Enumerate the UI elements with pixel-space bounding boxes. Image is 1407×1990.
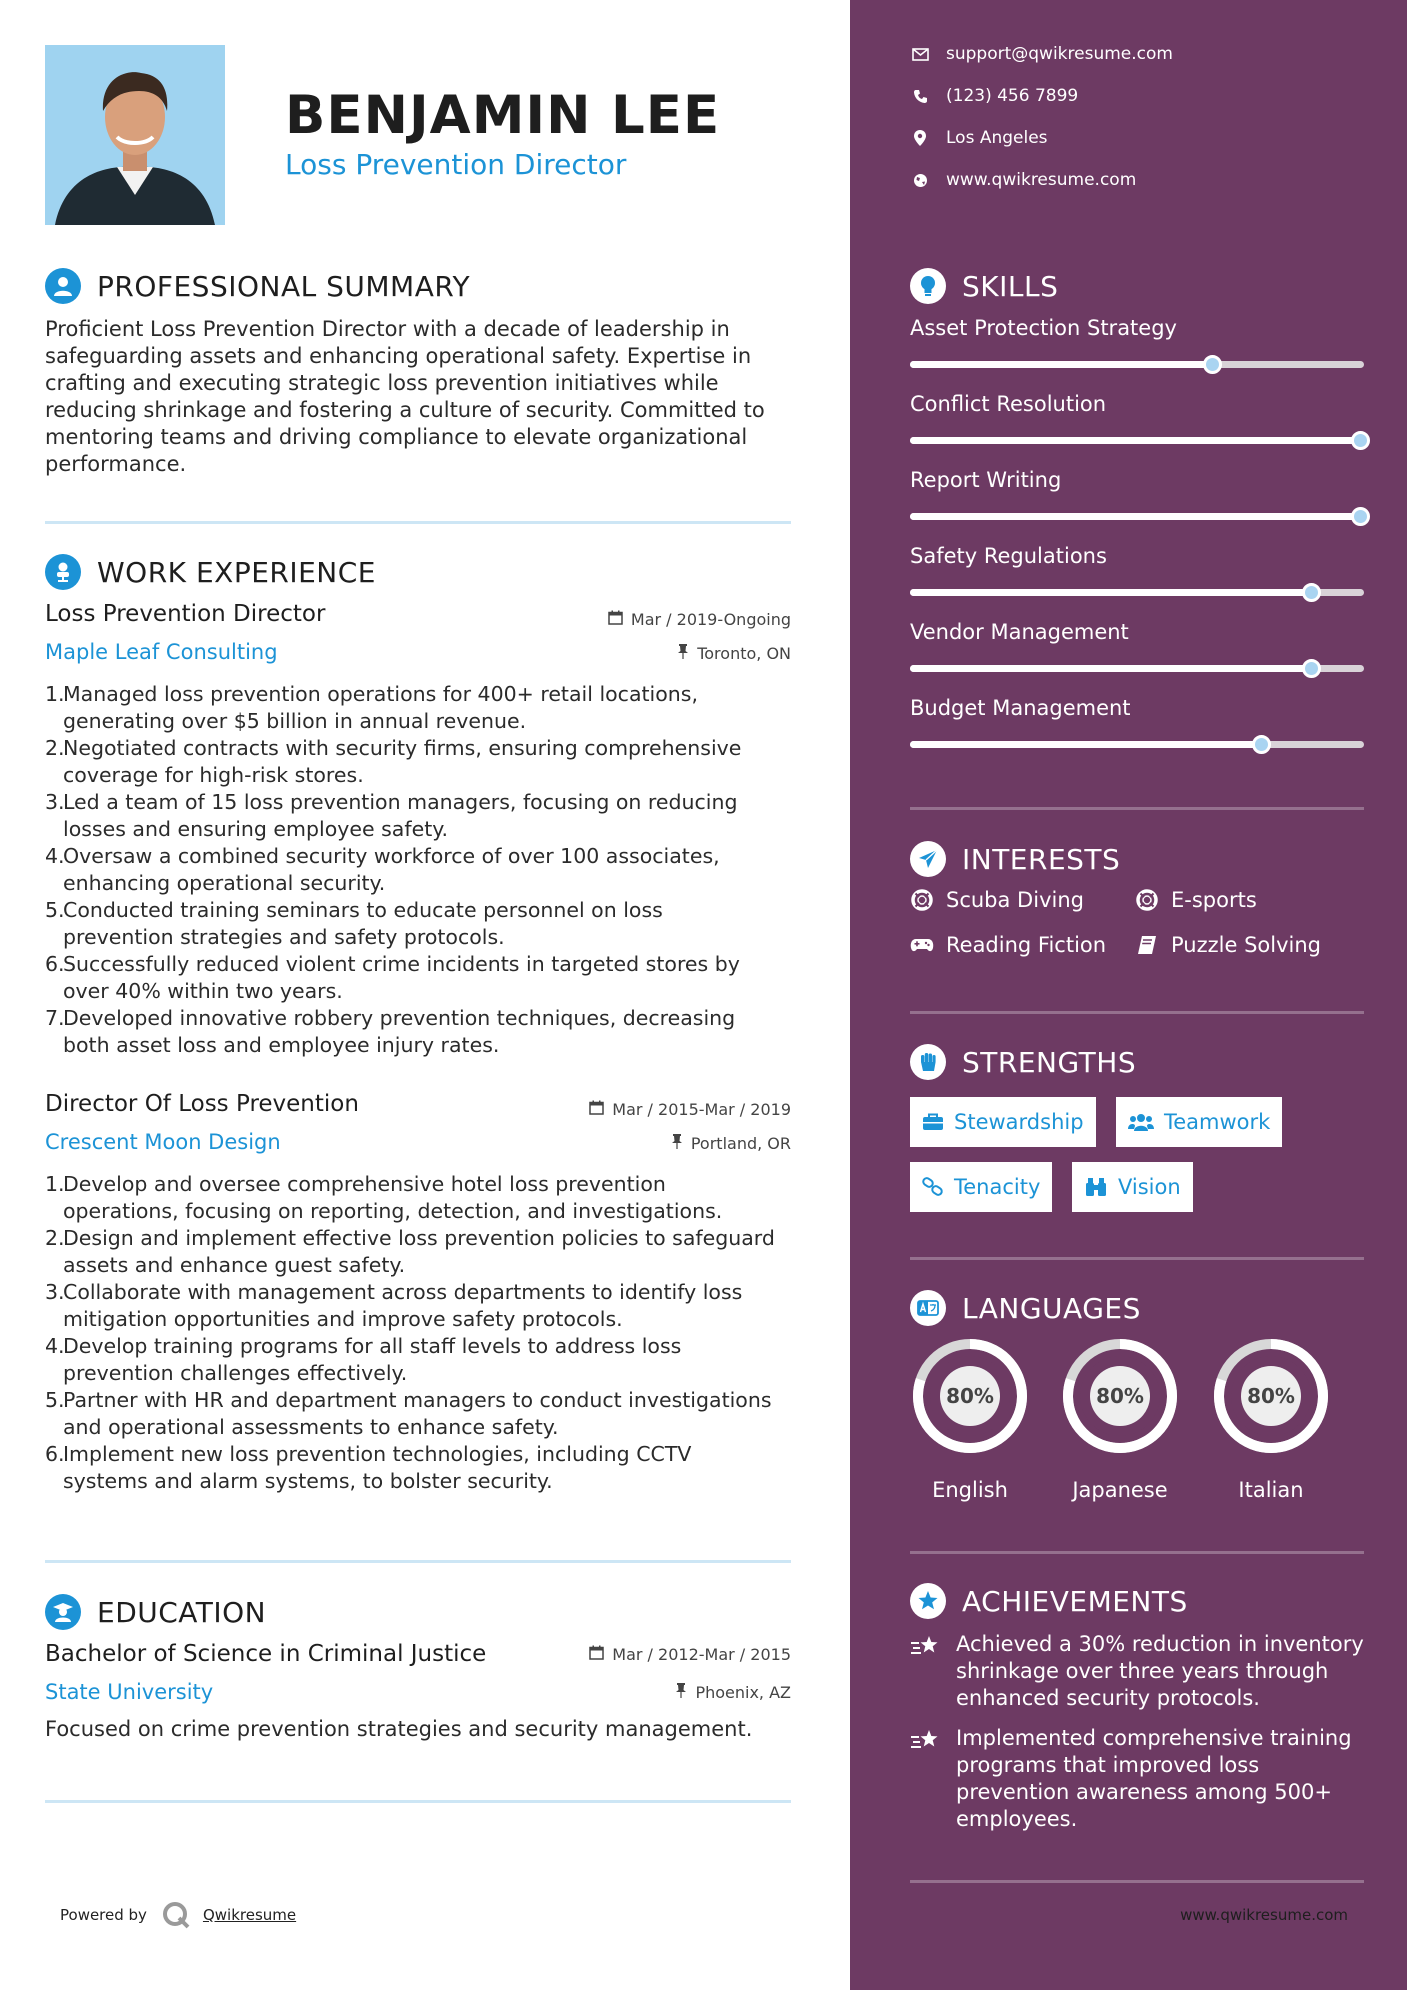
divider (45, 1560, 791, 1563)
interest-item (910, 888, 1084, 912)
item-number: 2. (45, 736, 65, 760)
achievement-item (910, 1631, 1370, 1712)
skill-bar-fill (910, 589, 1314, 596)
achievement-text: enhanced security protocols. (956, 1686, 1260, 1710)
users-icon (1128, 1113, 1154, 1131)
summary-line: crafting and executing strategic loss prevention initiatives while (45, 371, 719, 395)
list-item (45, 951, 795, 1005)
language-percent: 80% (1096, 1384, 1144, 1408)
item-number: 2. (45, 1226, 65, 1250)
skill-bar-fill (910, 741, 1264, 748)
item-text: both asset loss and employee injury rates. (63, 1033, 500, 1057)
skill-name: Budget Management (910, 696, 1131, 720)
interest-label: Puzzle Solving (1171, 933, 1321, 957)
contact-phone (910, 86, 1078, 106)
job-location (677, 644, 791, 663)
divider (910, 1880, 1364, 1883)
skill-bar-fill (910, 361, 1214, 368)
shooting-star-icon (910, 1633, 942, 1712)
skill-name: Conflict Resolution (910, 392, 1107, 416)
achievement-text: Achieved a 30% reduction in inventory (956, 1632, 1364, 1656)
skill-bar (910, 513, 1364, 520)
job-date-text: Mar / 2015-Mar / 2019 (612, 1100, 791, 1119)
item-text: Conducted training seminars to educate personnel on loss (63, 898, 663, 922)
achievement-text: programs that improved loss (956, 1753, 1260, 1777)
experience-heading (45, 554, 376, 590)
list-item (45, 1225, 795, 1279)
language-name: English (932, 1478, 1008, 1502)
skills-heading (910, 268, 1058, 304)
summary-line: Proficient Loss Prevention Director with a decade of leadership in (45, 317, 730, 341)
item-text: Develop and oversee comprehensive hotel loss prevention (63, 1172, 666, 1196)
skill-level-knob (1203, 355, 1222, 374)
strength-label: Stewardship (954, 1110, 1084, 1134)
map-marker-icon (910, 130, 930, 146)
pin-icon (675, 1683, 687, 1702)
section-title: LANGUAGES (962, 1291, 1141, 1325)
list-item (45, 843, 795, 897)
footer-website[interactable]: www.qwikresume.com (1180, 1906, 1348, 1924)
item-text: Developed innovative robbery prevention techniques, decreasing (63, 1006, 736, 1030)
pin-icon (671, 1134, 683, 1153)
item-text: prevention challenges effectively. (63, 1361, 408, 1385)
item-text: Collaborate with management across departments to identify loss (63, 1280, 743, 1304)
company-name: Crescent Moon Design (45, 1130, 281, 1154)
item-number: 6. (45, 952, 65, 976)
summary-line: performance. (45, 452, 187, 476)
language-item (1211, 1336, 1331, 1502)
company-name: Maple Leaf Consulting (45, 640, 278, 664)
achievement-text: prevention awareness among 500+ (956, 1780, 1332, 1804)
summary-heading (45, 268, 470, 304)
job-date (608, 610, 791, 629)
strength-chip (1116, 1097, 1282, 1147)
job-duties (45, 681, 795, 1059)
skill-bar (910, 589, 1364, 596)
skill-name: Safety Regulations (910, 544, 1107, 568)
book-icon (1135, 935, 1159, 955)
graduate-icon (45, 1594, 81, 1630)
list-item (45, 789, 795, 843)
interests-heading (910, 841, 1120, 877)
item-text: mitigation opportunities and improve safety protocols. (63, 1307, 623, 1331)
job-duties (45, 1171, 795, 1495)
item-number: 3. (45, 790, 65, 814)
strength-label: Teamwork (1164, 1110, 1271, 1134)
section-title: STRENGTHS (962, 1045, 1137, 1079)
section-title: SKILLS (962, 269, 1059, 303)
link-icon (922, 1177, 944, 1197)
education-heading (45, 1594, 266, 1630)
divider (910, 807, 1364, 810)
strengths-heading (910, 1044, 1136, 1080)
item-text: over 40% within two years. (63, 979, 343, 1003)
education-location (675, 1683, 791, 1702)
list-item (45, 1005, 795, 1059)
skill-level-knob (1351, 431, 1370, 450)
school-name: State University (45, 1680, 214, 1704)
list-item (45, 1387, 795, 1441)
phone-text: (123) 456 7899 (946, 86, 1079, 106)
skill-name: Asset Protection Strategy (910, 316, 1177, 340)
language-progress-ring (910, 1336, 1030, 1456)
briefcase-chair-icon (45, 554, 81, 590)
section-title: EDUCATION (97, 1595, 267, 1629)
list-item (45, 1333, 795, 1387)
language-progress-ring (1211, 1336, 1331, 1456)
achievement-item (910, 1725, 1370, 1833)
phone-icon (910, 89, 930, 104)
item-text: coverage for high-risk stores. (63, 763, 364, 787)
item-number: 4. (45, 844, 65, 868)
language-icon (910, 1290, 946, 1326)
job-title: Director Of Loss Prevention (45, 1091, 359, 1117)
email-text[interactable]: support@qwikresume.com (946, 44, 1173, 64)
shooting-star-icon (910, 1727, 942, 1833)
interest-item (1135, 933, 1321, 957)
language-item (910, 1336, 1030, 1502)
website-text[interactable]: www.qwikresume.com (946, 170, 1137, 190)
job-location-text: Toronto, ON (697, 644, 791, 663)
briefcase-icon (922, 1113, 944, 1131)
item-text: Implement new loss prevention technologies, including CCTV (63, 1442, 692, 1466)
calendar-icon (589, 1100, 604, 1119)
skill-level-knob (1351, 507, 1370, 526)
item-number: 1. (45, 1172, 65, 1196)
list-item (45, 897, 795, 951)
degree: Bachelor of Science in Criminal Justice (45, 1641, 487, 1667)
item-text: systems and alarm systems, to bolster security. (63, 1469, 553, 1493)
item-number: 4. (45, 1334, 65, 1358)
achievements-heading (910, 1583, 1188, 1619)
language-progress-ring (1060, 1336, 1180, 1456)
summary-line: reducing shrinkage and fostering a culture of security. Committed to (45, 398, 765, 422)
interest-label: Scuba Diving (946, 888, 1084, 912)
job-date (589, 1100, 791, 1119)
skill-name: Report Writing (910, 468, 1062, 492)
envelope-icon (910, 48, 930, 61)
paper-plane-icon (910, 841, 946, 877)
language-percent: 80% (946, 1384, 994, 1408)
skill-bar (910, 361, 1364, 368)
location-text: Los Angeles (946, 128, 1048, 148)
item-text: operations, focusing on reporting, detection, and investigations. (63, 1199, 723, 1223)
calendar-icon (608, 610, 623, 629)
skill-bar (910, 741, 1364, 748)
divider (910, 1551, 1364, 1554)
list-item (45, 1441, 795, 1495)
divider (910, 1011, 1364, 1014)
item-number: 3. (45, 1280, 65, 1304)
contact-email (910, 44, 1173, 64)
strength-chip (910, 1097, 1096, 1147)
powered-by (60, 1900, 296, 1930)
item-number: 1. (45, 682, 65, 706)
skill-name: Vendor Management (910, 620, 1129, 644)
item-text: Successfully reduced violent crime incidents in targeted stores by (63, 952, 740, 976)
sidebar (850, 0, 1407, 1990)
strength-chip (1072, 1162, 1193, 1212)
job-date-text: Mar / 2019-Ongoing (630, 610, 791, 629)
list-item (45, 681, 795, 735)
skill-bar (910, 665, 1364, 672)
item-text: enhancing operational security. (63, 871, 386, 895)
item-text: Partner with HR and department managers to conduct investigations (63, 1388, 772, 1412)
achievement-text: shrinkage over three years through (956, 1659, 1329, 1683)
calendar-icon (589, 1645, 604, 1664)
achievement-text: employees. (956, 1807, 1078, 1831)
item-text: Managed loss prevention operations for 400+ retail locations, (63, 682, 698, 706)
contact-website (910, 170, 1136, 190)
skill-bar-fill (910, 513, 1364, 520)
item-text: generating over $5 billion in annual revenue. (63, 709, 527, 733)
lightbulb-icon (910, 268, 946, 304)
skill-bar (910, 437, 1364, 444)
contact-location (910, 128, 1048, 148)
fist-icon (910, 1044, 946, 1080)
item-text: prevention strategies and safety protocols. (63, 925, 505, 949)
qwikresume-link[interactable]: Qwikresume (202, 1906, 297, 1924)
item-number: 6. (45, 1442, 65, 1466)
item-text: Led a team of 15 loss prevention managers, focusing on reducing (63, 790, 738, 814)
section-title: WORK EXPERIENCE (97, 555, 376, 589)
language-name: Japanese (1072, 1478, 1168, 1502)
item-text: Negotiated contracts with security firms, ensuring comprehensive (63, 736, 742, 760)
divider (45, 1800, 791, 1803)
list-item (45, 1279, 795, 1333)
item-number: 5. (45, 1388, 65, 1412)
job-title: Loss Prevention Director (45, 601, 326, 627)
candidate-name: BENJAMIN LEE (285, 85, 721, 146)
item-text: assets and enhance guest safety. (63, 1253, 406, 1277)
pin-icon (677, 644, 689, 663)
summary-line: mentoring teams and driving compliance to elevate organizational (45, 425, 748, 449)
section-title: INTERESTS (962, 842, 1121, 876)
section-title: ACHIEVEMENTS (962, 1584, 1188, 1618)
candidate-role: Loss Prevention Director (285, 148, 627, 181)
item-number: 7. (45, 1006, 65, 1030)
item-number: 5. (45, 898, 65, 922)
qwikresume-logo-icon (161, 1900, 191, 1930)
education-date-text: Mar / 2012-Mar / 2015 (612, 1645, 791, 1664)
user-icon (45, 268, 81, 304)
item-text: losses and ensuring employee safety. (63, 817, 448, 841)
summary-text (45, 316, 795, 478)
summary-line: safeguarding assets and enhancing operational safety. Expertise in (45, 344, 752, 368)
skill-level-knob (1302, 583, 1321, 602)
skill-level-knob (1302, 659, 1321, 678)
life-ring-icon (910, 889, 934, 911)
interest-label: Reading Fiction (946, 933, 1107, 957)
profile-photo (45, 45, 225, 225)
interest-label: E-sports (1171, 888, 1257, 912)
interest-item (910, 933, 1106, 957)
item-text: Develop training programs for all staff levels to address loss (63, 1334, 682, 1358)
list-item (45, 735, 795, 789)
education-location-text: Phoenix, AZ (695, 1683, 791, 1702)
globe-icon (910, 173, 930, 188)
list-item (45, 1171, 795, 1225)
job-location (671, 1134, 791, 1153)
skill-bar-fill (910, 665, 1314, 672)
powered-by-label: Powered by (60, 1906, 147, 1924)
strength-label: Tenacity (954, 1175, 1041, 1199)
binoculars-icon (1084, 1177, 1108, 1197)
strength-label: Vision (1118, 1175, 1181, 1199)
item-text: Oversaw a combined security workforce of over 100 associates, (63, 844, 720, 868)
star-badge-icon (910, 1583, 946, 1619)
languages-heading (910, 1290, 1141, 1326)
language-name: Italian (1238, 1478, 1304, 1502)
language-item (1060, 1336, 1180, 1502)
interest-item (1135, 888, 1257, 912)
skill-bar-fill (910, 437, 1364, 444)
strength-chip (910, 1162, 1052, 1212)
language-percent: 80% (1247, 1384, 1295, 1408)
skill-level-knob (1252, 735, 1271, 754)
gamepad-icon (910, 937, 934, 953)
item-text: and operational assessments to enhance safety. (63, 1415, 559, 1439)
section-title: PROFESSIONAL SUMMARY (97, 269, 471, 303)
life-ring-icon (1135, 889, 1159, 911)
education-date (589, 1645, 791, 1664)
divider (45, 521, 791, 524)
education-description: Focused on crime prevention strategies and security management. (45, 1717, 753, 1741)
item-text: Design and implement effective loss prevention policies to safeguard (63, 1226, 775, 1250)
achievement-text: Implemented comprehensive training (956, 1726, 1352, 1750)
divider (910, 1257, 1364, 1260)
job-location-text: Portland, OR (690, 1134, 791, 1153)
